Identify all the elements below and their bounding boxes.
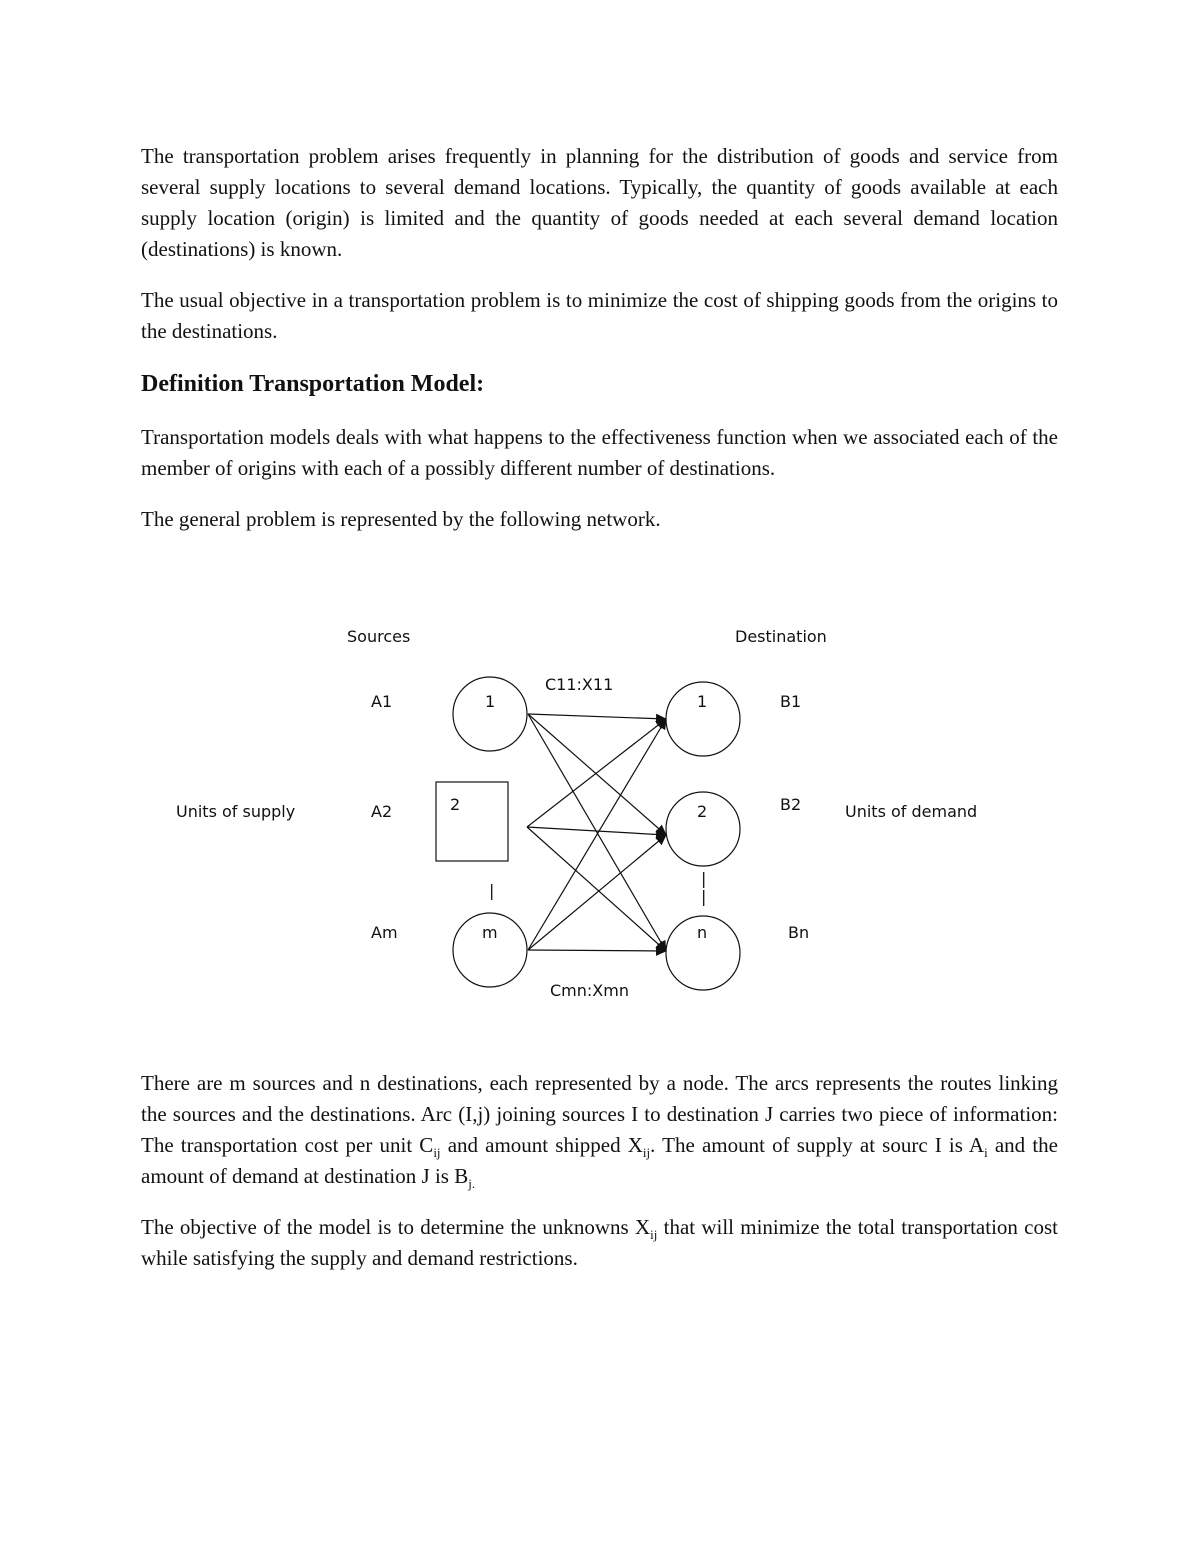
dest-label-b2: B2 xyxy=(780,795,802,814)
p5-sub-ai: i xyxy=(984,1145,988,1161)
source-node-2-label: 2 xyxy=(450,795,461,814)
p5-text-2: and amount shipped X xyxy=(440,1133,643,1157)
transportation-network-diagram xyxy=(0,600,1200,1030)
source-label-a1: A1 xyxy=(371,692,393,711)
source-node-2-box xyxy=(436,782,508,861)
units-of-demand-label: Units of demand xyxy=(845,802,978,821)
p5-sub-bj: j. xyxy=(468,1176,476,1192)
dest-label-b1: B1 xyxy=(780,692,802,711)
sources-label: Sources xyxy=(347,627,411,646)
p5-text-3: . The amount of supply at sourc I is A xyxy=(650,1133,985,1157)
paragraph-intro: The transportation problem arises frequently in planning for the distribution of goods and service from several supply locations to several demand locations. Typically, the quantity of goods available at each supply location (origin) is limited and the quantity of goods needed at each several demand location (destinations) is known. xyxy=(141,144,1058,261)
dest-node-n-label: n xyxy=(697,923,708,942)
p6-text-2: that will minimize the total transportation cost while satisfying the supply and demand restrictions. xyxy=(141,1215,1058,1270)
paragraph-network-intro: The general problem is represented by the following network. xyxy=(141,507,661,531)
source-node-1-label: 1 xyxy=(485,692,496,711)
source-label-am: Am xyxy=(371,923,398,942)
paragraph-definition: Transportation models deals with what happens to the effectiveness function when we associated each of the member of origins with each of a possibly different number of destinations. xyxy=(141,425,1058,480)
arc-label-cmn: Cmn:Xmn xyxy=(550,981,629,1000)
dest-node-1-label: 1 xyxy=(697,692,708,711)
dest-label-bn: Bn xyxy=(788,923,810,942)
p5-sub-xij: ij xyxy=(642,1145,651,1161)
p5-text-1: There are m sources and n destinations, each represented by a node. The arcs represents the routes linking the sources and the destinations. Arc (I,j) joining sources I to destination J carries two piece of information: The transportation cost per unit C xyxy=(141,1071,1058,1157)
paragraph-network-description xyxy=(141,1068,1058,1192)
p5-text-4: and the amount of demand at destination J is B xyxy=(141,1133,1058,1188)
destination-label: Destination xyxy=(735,627,827,646)
p5-sub-cij: ij xyxy=(433,1145,441,1161)
paragraph-objective: The usual objective in a transportation problem is to minimize the cost of shipping goods from the origins to the destinations. xyxy=(141,288,1058,343)
source-label-a2: A2 xyxy=(371,802,393,821)
arcs xyxy=(527,714,666,951)
arc-2-n xyxy=(527,827,666,951)
arc-1-1 xyxy=(528,714,666,719)
p6-sub-xij: ij xyxy=(650,1227,658,1243)
p6-text-1: The objective of the model is to determine the unknowns X xyxy=(141,1215,651,1239)
arc-label-c11: C11:X11 xyxy=(545,675,614,694)
arc-m-n xyxy=(528,950,666,951)
arc-2-1 xyxy=(527,719,666,827)
source-ellipsis: | xyxy=(489,881,495,900)
source-node-1 xyxy=(453,677,527,751)
dest-ellipsis-2: | xyxy=(701,887,707,906)
arc-1-2 xyxy=(528,714,666,835)
arc-2-2 xyxy=(527,827,666,835)
source-node-m-label: m xyxy=(482,923,498,942)
section-heading: Definition Transportation Model: xyxy=(141,371,485,397)
dest-ellipsis: | xyxy=(701,869,707,888)
paragraph-model-objective xyxy=(141,1212,1058,1274)
units-of-supply-label: Units of supply xyxy=(176,802,296,821)
dest-node-2-label: 2 xyxy=(697,802,708,821)
